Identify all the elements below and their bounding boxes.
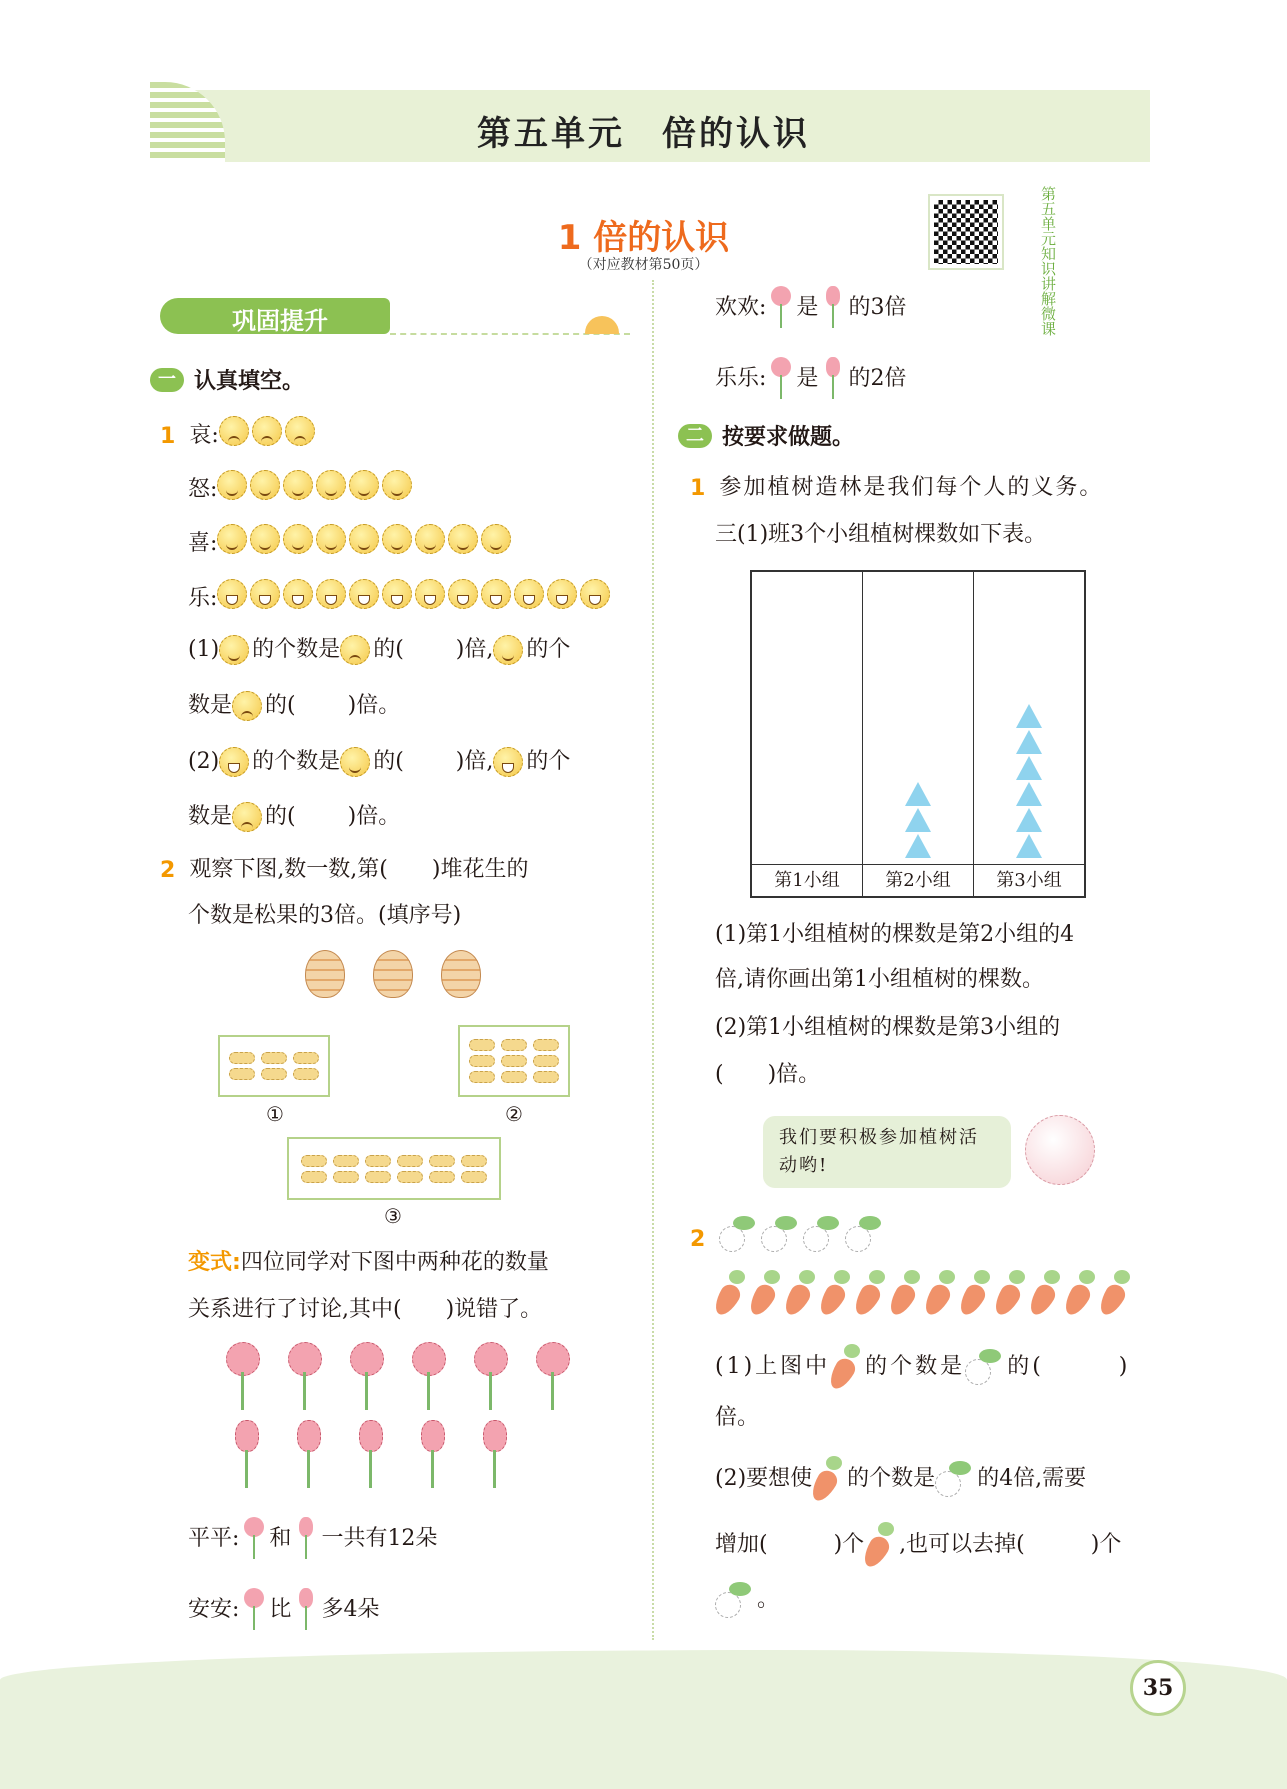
- table-column: [752, 572, 863, 896]
- text: 的2倍: [848, 366, 907, 391]
- sad-face-icon: [252, 416, 282, 446]
- peanut-icon: [461, 1155, 487, 1167]
- peanut-icon: [501, 1071, 527, 1083]
- text: 的(: [265, 804, 296, 829]
- text: )倍。: [347, 693, 401, 718]
- laugh-face-icon: [493, 747, 523, 777]
- big-flower-icon: [466, 1342, 514, 1412]
- column-divider: [652, 280, 654, 1640]
- peanut-icon: [293, 1068, 319, 1080]
- tree-triangle-icon: [1016, 730, 1042, 754]
- text: 参加植树造林是我们每个人的义务。: [719, 475, 1104, 500]
- carrot-icon: [960, 1270, 990, 1316]
- p2q1-line1: [690, 472, 1103, 504]
- peanut-icon: [333, 1171, 359, 1183]
- q1-sub2-line1: [188, 746, 570, 778]
- peanut-icon: [229, 1052, 255, 1064]
- laugh-face-icon: [349, 579, 379, 609]
- q2-line2: [188, 900, 461, 932]
- text: )倍。: [347, 804, 401, 829]
- big-flower-icon: [239, 1588, 269, 1632]
- row-label: 喜:: [188, 531, 218, 556]
- q2-line1: [160, 854, 528, 886]
- pile-label: ③: [384, 1204, 402, 1228]
- tree-triangle-icon: [1016, 808, 1042, 832]
- radish-icon: [803, 1216, 839, 1252]
- peanut-icon: [397, 1171, 423, 1183]
- question-number: 2: [160, 857, 176, 883]
- table-column: [974, 572, 1084, 896]
- angry-face-icon: [382, 470, 412, 500]
- laugh-face-icon: [219, 747, 249, 777]
- text: 的个数是: [865, 1354, 966, 1379]
- carrot-icon: [750, 1270, 780, 1316]
- tree-stack[interactable]: [752, 572, 862, 864]
- carrot-icon: [855, 1270, 885, 1316]
- happy-face-icon: [217, 524, 247, 554]
- sad-face-icon: [219, 416, 249, 446]
- q1-sub2-line2: [188, 801, 400, 833]
- big-flower-row: [218, 1342, 590, 1416]
- peanut-icon: [533, 1055, 559, 1067]
- peanut-icon: [469, 1039, 495, 1051]
- laugh-face-icon: [547, 579, 577, 609]
- laugh-face-icon: [316, 579, 346, 609]
- carrot-icon: [1100, 1270, 1130, 1316]
- happy-face-icon: [349, 524, 379, 554]
- part-title: 按要求做题。: [722, 425, 855, 450]
- tree-triangle-icon: [1016, 782, 1042, 806]
- carrot-icon: [925, 1270, 955, 1316]
- face-group: [217, 470, 415, 510]
- happy-face-icon: [493, 635, 523, 665]
- radish-icon: [761, 1216, 797, 1252]
- carrot-icon: [785, 1270, 815, 1316]
- peanut-icon: [429, 1171, 455, 1183]
- laugh-face-icon: [382, 579, 412, 609]
- laugh-face-icon: [217, 579, 247, 609]
- anan-statement: [188, 1588, 379, 1632]
- part1-heading: [150, 364, 304, 395]
- big-flower-icon: [342, 1342, 390, 1412]
- text: 是: [796, 295, 819, 320]
- text: (2)第1小组植树的棵数是第3小组的: [715, 1015, 1061, 1040]
- tree-triangle-icon: [905, 808, 931, 832]
- small-flower-icon: [818, 286, 848, 330]
- text: 的个数是: [847, 1466, 936, 1491]
- laugh-face-icon: [415, 579, 445, 609]
- text: ( )倍。: [715, 1062, 821, 1087]
- text: 数是: [188, 693, 233, 718]
- lesson-title: 1 倍的认识: [557, 218, 730, 258]
- text: 的(: [373, 749, 404, 774]
- lele-statement: [715, 357, 906, 401]
- happy-face-icon: [283, 524, 313, 554]
- carrot-icon: [995, 1270, 1025, 1316]
- small-flower-row: [222, 1420, 532, 1494]
- unit-title: 第五单元 倍的认识: [477, 114, 810, 154]
- pile-label: ②: [505, 1102, 523, 1126]
- group-label: 第3小组: [974, 864, 1084, 896]
- mood-row-1: [160, 416, 318, 456]
- radish-icon: [715, 1582, 751, 1618]
- radish-icon: [965, 1349, 1001, 1385]
- laugh-face-icon: [514, 579, 544, 609]
- variant-label: 变式:: [188, 1250, 241, 1275]
- laugh-face-icon: [448, 579, 478, 609]
- part-title: 认真填空。: [194, 369, 305, 394]
- small-flower-icon: [408, 1420, 456, 1490]
- text: 比: [269, 1597, 292, 1622]
- text: 三(1)班3个小组植树棵数如下表。: [715, 522, 1047, 547]
- radish-row: [690, 1216, 887, 1262]
- happy-face-icon: [481, 524, 511, 554]
- text: 的( ): [1007, 1354, 1131, 1379]
- peanut-icon: [469, 1071, 495, 1083]
- text: (1): [188, 637, 220, 662]
- face-group: [217, 524, 514, 564]
- peanut-icon: [469, 1055, 495, 1067]
- row-label: 哀:: [189, 423, 219, 448]
- small-flower-icon: [346, 1420, 394, 1490]
- p2q1-line2: [715, 519, 1046, 551]
- tree-triangle-icon: [1016, 704, 1042, 728]
- happy-face-icon: [382, 524, 412, 554]
- small-flower-icon: [284, 1420, 332, 1490]
- angry-face-icon: [250, 470, 280, 500]
- text: 多4朵: [321, 1597, 380, 1622]
- peanut-icon: [293, 1052, 319, 1064]
- text: 乐乐:: [715, 366, 767, 391]
- carrot-icon: [864, 1522, 894, 1568]
- text: )倍,: [455, 637, 494, 662]
- carrot-icon: [1030, 1270, 1060, 1316]
- sad-face-icon: [340, 635, 370, 665]
- carrot-row: [715, 1270, 1135, 1316]
- text: (2)要想使: [715, 1466, 813, 1491]
- laugh-face-icon: [283, 579, 313, 609]
- p2q2-s1-line1: [715, 1344, 1130, 1390]
- text: 关系进行了讨论,其中( )说错了。: [188, 1297, 543, 1322]
- laugh-face-icon: [481, 579, 511, 609]
- peanut-pile-2: [458, 1025, 570, 1097]
- peanut-icon: [533, 1071, 559, 1083]
- text: 四位同学对下图中两种花的数量: [240, 1250, 549, 1275]
- small-flower-icon: [222, 1420, 270, 1490]
- happy-face-icon: [415, 524, 445, 554]
- radish-icon: [935, 1461, 971, 1497]
- angry-face-icon: [283, 470, 313, 500]
- radish-group: [719, 1216, 887, 1262]
- happy-face-icon: [316, 524, 346, 554]
- big-flower-icon: [766, 286, 796, 330]
- pile-label: ①: [266, 1102, 284, 1126]
- variant-line2: [188, 1294, 542, 1326]
- qr-caption: 第五单元知识讲解微课: [1039, 186, 1057, 336]
- mascot-character: [1025, 1115, 1095, 1185]
- angry-face-icon: [316, 470, 346, 500]
- group-label: 第1小组: [752, 864, 862, 896]
- text: 平平:: [188, 1526, 240, 1551]
- peanut-icon: [333, 1155, 359, 1167]
- peanut-icon: [533, 1039, 559, 1051]
- tree-triangle-icon: [905, 834, 931, 858]
- peanut-icon: [365, 1171, 391, 1183]
- angry-face-icon: [349, 470, 379, 500]
- carrot-icon: [820, 1270, 850, 1316]
- radish-icon: [719, 1216, 755, 1252]
- pinecone-icon: [441, 950, 481, 998]
- qr-code-icon[interactable]: [930, 196, 1002, 268]
- big-flower-icon: [218, 1342, 266, 1412]
- text: 一共有12朵: [321, 1526, 438, 1551]
- text: 的个: [526, 637, 571, 662]
- p2q2-s2-line1: [715, 1456, 1086, 1502]
- footer-wave: [0, 1650, 1287, 1789]
- q1-sub1-line2: [188, 690, 400, 722]
- tree-planting-table: [750, 570, 1086, 898]
- pingping-statement: [188, 1517, 437, 1561]
- text: 数是: [188, 804, 233, 829]
- small-flower-icon: [291, 1588, 321, 1632]
- text: 。: [757, 1587, 780, 1612]
- section-tag: 巩固提升: [160, 298, 390, 334]
- small-flower-icon: [470, 1420, 518, 1490]
- variant-line1: [188, 1247, 549, 1279]
- text: )倍,: [455, 749, 494, 774]
- small-flower-icon: [818, 357, 848, 401]
- pinecone-group: [305, 950, 481, 998]
- carrot-icon: [715, 1270, 745, 1316]
- text: (2): [188, 749, 220, 774]
- text: 的个数是: [252, 637, 341, 662]
- big-flower-icon: [528, 1342, 576, 1412]
- p2q2-s1-line2: [715, 1402, 759, 1434]
- question-number: 1: [160, 423, 176, 449]
- carrot-icon: [830, 1344, 860, 1390]
- peanut-icon: [365, 1155, 391, 1167]
- peanut-icon: [501, 1055, 527, 1067]
- text: 的(: [373, 637, 404, 662]
- group-label: 第2小组: [863, 864, 973, 896]
- mood-row-3: [188, 524, 514, 564]
- sad-face-icon: [232, 802, 262, 832]
- text: 是: [796, 366, 819, 391]
- angry-face-icon: [217, 470, 247, 500]
- text: 观察下图,数一数,第( )堆花生的: [189, 857, 529, 882]
- sun-icon: [585, 316, 619, 334]
- row-label: 怒:: [188, 477, 218, 502]
- text: 的(: [265, 693, 296, 718]
- lesson-subtitle: （对应教材第50页）: [578, 257, 709, 273]
- big-flower-icon: [766, 357, 796, 401]
- laugh-face-icon: [580, 579, 610, 609]
- tree-triangle-icon: [905, 782, 931, 806]
- happy-face-icon: [250, 524, 280, 554]
- peanut-icon: [261, 1052, 287, 1064]
- text: 和: [269, 1526, 292, 1551]
- speech-bubble: 我们要积极参加植树活动哟!: [763, 1116, 1011, 1188]
- tree-triangle-icon: [1016, 834, 1042, 858]
- question-number: 2: [690, 1226, 706, 1252]
- angry-face-icon: [340, 747, 370, 777]
- peanut-pile-3: [287, 1137, 501, 1200]
- p2q1-s2-line2: [715, 1059, 820, 1091]
- peanut-icon: [397, 1155, 423, 1167]
- small-flower-icon: [291, 1517, 321, 1561]
- page-number: 35: [1130, 1660, 1186, 1716]
- q1-sub1-line1: [188, 634, 570, 666]
- part-badge: 二: [678, 424, 712, 448]
- p2q2-s2-line3: [715, 1582, 779, 1618]
- table-column: [863, 572, 974, 896]
- p2q1-s2-line1: [715, 1012, 1060, 1044]
- peanut-icon: [261, 1068, 287, 1080]
- peanut-icon: [429, 1155, 455, 1167]
- big-flower-icon: [404, 1342, 452, 1412]
- peanut-icon: [229, 1068, 255, 1080]
- p2q1-s1-line2: [715, 964, 1044, 996]
- row-label: 乐:: [188, 586, 218, 611]
- peanut-icon: [301, 1155, 327, 1167]
- text: 增加( )个: [715, 1532, 865, 1557]
- carrot-icon: [890, 1270, 920, 1316]
- mood-row-2: [188, 470, 415, 510]
- sad-face-icon: [285, 416, 315, 446]
- text: 倍。: [715, 1405, 760, 1430]
- peanut-icon: [501, 1039, 527, 1051]
- text: ,也可以去掉( )个: [899, 1532, 1122, 1557]
- tree-stack: [863, 572, 973, 864]
- text: 的4倍,需要: [977, 1466, 1087, 1491]
- face-group: [217, 579, 613, 619]
- text: 的3倍: [848, 295, 907, 320]
- face-group: [219, 416, 318, 456]
- mood-row-4: [188, 579, 613, 619]
- p2q2-s2-line2: [715, 1522, 1121, 1568]
- pinecone-icon: [373, 950, 413, 998]
- huanhuan-statement: [715, 286, 906, 330]
- carrot-icon: [812, 1456, 842, 1502]
- text: 安安:: [188, 1597, 240, 1622]
- tree-triangle-icon: [1016, 756, 1042, 780]
- pinecone-icon: [305, 950, 345, 998]
- text: 的个: [526, 749, 571, 774]
- big-flower-icon: [280, 1342, 328, 1412]
- happy-face-icon: [448, 524, 478, 554]
- text: (1)第1小组植树的棵数是第2小组的4: [715, 922, 1075, 947]
- peanut-icon: [301, 1171, 327, 1183]
- text: 倍,请你画出第1小组植树的棵数。: [715, 967, 1044, 992]
- text: (1)上图中: [715, 1354, 831, 1379]
- radish-icon: [845, 1216, 881, 1252]
- laugh-face-icon: [250, 579, 280, 609]
- big-flower-icon: [239, 1517, 269, 1561]
- text: 个数是松果的3倍。(填序号): [188, 903, 462, 928]
- sad-face-icon: [232, 691, 262, 721]
- part2-heading: [678, 420, 854, 451]
- p2q1-s1-line1: [715, 919, 1074, 951]
- peanut-icon: [461, 1171, 487, 1183]
- text: 欢欢:: [715, 295, 767, 320]
- text: 的个数是: [252, 749, 341, 774]
- question-number: 1: [690, 475, 706, 501]
- peanut-pile-1: [218, 1035, 330, 1097]
- carrot-icon: [1065, 1270, 1095, 1316]
- tree-stack: [974, 572, 1084, 864]
- angry-face-icon: [219, 635, 249, 665]
- part-badge: 一: [150, 368, 184, 392]
